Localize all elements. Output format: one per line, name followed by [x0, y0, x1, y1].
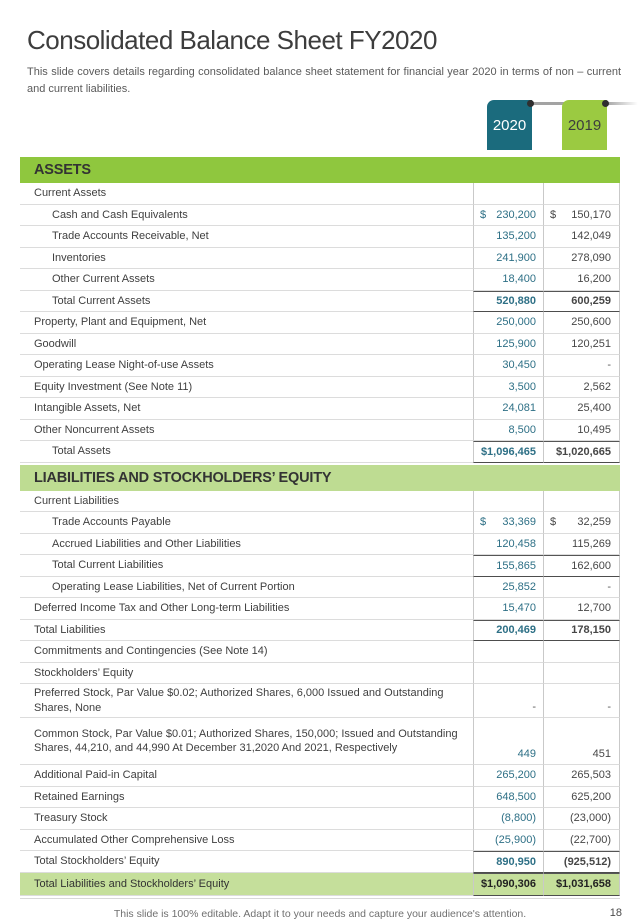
value-text: 230,200 [496, 208, 536, 221]
value-text: 890,950 [496, 855, 536, 868]
table-row [20, 398, 620, 420]
value-text: $1,090,306 [480, 878, 536, 891]
tab-pin-dot-icon [602, 100, 609, 107]
value-2019 [543, 641, 620, 663]
table-row [20, 248, 620, 270]
value-text: 12,700 [577, 602, 611, 615]
table-row [20, 577, 620, 599]
value-2020 [473, 291, 543, 313]
row-label: Equity Investment (See Note 11) [20, 377, 473, 399]
row-label: Total Current Liabilities [20, 555, 473, 577]
value-2020 [473, 355, 543, 377]
tab-connector-line-fade [606, 102, 638, 105]
row-label: Deferred Income Tax and Other Long-term Liabilities [20, 598, 473, 620]
value-text: 155,865 [496, 559, 536, 572]
table-row [20, 873, 620, 897]
value-text: 18,400 [502, 273, 536, 286]
value-text: 15,470 [502, 602, 536, 615]
value-2019 [543, 205, 620, 227]
value-2020 [473, 577, 543, 599]
page-title: Consolidated Balance Sheet FY2020 [27, 25, 437, 55]
value-2019 [543, 873, 620, 897]
table-row [20, 718, 620, 765]
value-text: 648,500 [496, 790, 536, 803]
value-text: (8,800) [501, 812, 536, 825]
value-text: 32,259 [577, 516, 611, 529]
row-label: Goodwill [20, 334, 473, 356]
table-row [20, 808, 620, 830]
value-text: (25,900) [495, 833, 536, 846]
value-2020 [473, 183, 543, 205]
value-text: (23,000) [570, 812, 611, 825]
value-2020 [473, 441, 543, 463]
table-row [20, 441, 620, 463]
value-2020 [473, 718, 543, 765]
table-row [20, 765, 620, 787]
liabilities-rows [20, 491, 620, 897]
row-label: Commitments and Contingencies (See Note 14) [20, 641, 473, 663]
row-label: Preferred Stock, Par Value $0.02; Authorized Shares, 6,000 Issued and Outstanding Shares, None [20, 684, 473, 718]
value-text: 33,369 [502, 516, 536, 529]
value-2019 [543, 534, 620, 556]
value-text: 142,049 [571, 230, 611, 243]
value-text: - [607, 580, 611, 593]
value-2020 [473, 512, 543, 534]
value-2019 [543, 718, 620, 765]
value-2019 [543, 512, 620, 534]
currency-symbol: $ [480, 208, 487, 221]
row-label: Intangible Assets, Net [20, 398, 473, 420]
value-2019 [543, 398, 620, 420]
table-row [20, 534, 620, 556]
table-bottom-divider [20, 898, 620, 899]
table-row [20, 312, 620, 334]
section-header-liabilities: LIABILITIES AND STOCKHOLDERS’ EQUITY [20, 465, 620, 491]
value-text: 3,500 [508, 380, 536, 393]
value-2020 [473, 420, 543, 442]
value-2019 [543, 555, 620, 577]
value-2019 [543, 577, 620, 599]
value-2019 [543, 620, 620, 642]
value-2020 [473, 851, 543, 873]
table-row [20, 205, 620, 227]
value-2020 [473, 226, 543, 248]
row-label: Total Assets [20, 441, 473, 463]
value-2019 [543, 491, 620, 513]
table-row [20, 787, 620, 809]
value-2019 [543, 663, 620, 685]
value-2019 [543, 377, 620, 399]
value-2019 [543, 355, 620, 377]
value-2019 [543, 684, 620, 718]
row-label: Treasury Stock [20, 808, 473, 830]
value-2019 [543, 787, 620, 809]
table-row [20, 420, 620, 442]
table-row [20, 355, 620, 377]
value-text: 241,900 [496, 251, 536, 264]
value-text: $1,031,658 [555, 878, 611, 891]
table-row [20, 291, 620, 313]
value-2019 [543, 765, 620, 787]
table-row [20, 512, 620, 534]
value-text: 16,200 [577, 273, 611, 286]
value-text: 278,090 [571, 251, 611, 264]
value-text: 25,852 [502, 580, 536, 593]
value-text: 25,400 [577, 402, 611, 415]
footer-note: This slide is 100% editable. Adapt it to your needs and capture your audience's attention. [113, 908, 527, 920]
table-row [20, 641, 620, 663]
value-2020 [473, 248, 543, 270]
table-row [20, 620, 620, 642]
value-text: 24,081 [502, 402, 536, 415]
value-text: 120,458 [496, 537, 536, 550]
value-text: (925,512) [563, 855, 611, 868]
row-label: Common Stock, Par Value $0.01; Authorized Shares, 150,000; Issued and Outstanding Shares, 44,210, and 44,990 At December 31,2020 And 2021, Respectively [20, 718, 473, 765]
value-2020 [473, 641, 543, 663]
value-2020 [473, 491, 543, 513]
value-text: 449 [517, 748, 536, 760]
table-row [20, 491, 620, 513]
value-text: 178,150 [571, 624, 611, 637]
table-row [20, 663, 620, 685]
value-2019 [543, 420, 620, 442]
value-text: 265,200 [496, 769, 536, 782]
row-label: Accrued Liabilities and Other Liabilities [20, 534, 473, 556]
row-label: Trade Accounts Payable [20, 512, 473, 534]
value-2020 [473, 808, 543, 830]
row-label: Cash and Cash Equivalents [20, 205, 473, 227]
value-text: 30,450 [502, 359, 536, 372]
currency-symbol: $ [550, 516, 557, 529]
value-2020 [473, 620, 543, 642]
row-label: Current Assets [20, 183, 473, 205]
slide-subtitle: This slide covers details regarding consolidated balance sheet statement for financial year 2020 in terms of non – current and current liabilities. [27, 66, 621, 96]
table-row [20, 377, 620, 399]
value-text: 115,269 [572, 537, 611, 550]
value-2020 [473, 377, 543, 399]
value-2020 [473, 787, 543, 809]
value-2019 [543, 808, 620, 830]
value-text: - [607, 359, 611, 372]
currency-symbol: $ [550, 208, 557, 221]
value-text: 600,259 [571, 295, 611, 308]
value-2019 [543, 598, 620, 620]
value-text: 200,469 [496, 624, 536, 637]
value-2020 [473, 663, 543, 685]
value-text: 2,562 [583, 380, 611, 393]
year-tab-2020-label: 2020 [492, 116, 527, 134]
table-row [20, 555, 620, 577]
year-tab-2019-label: 2019 [567, 116, 602, 134]
value-2019 [543, 291, 620, 313]
value-text: 451 [592, 748, 611, 760]
value-text: 10,495 [577, 423, 611, 436]
value-text: 125,900 [496, 337, 536, 350]
table-row [20, 598, 620, 620]
row-label: Other Current Assets [20, 269, 473, 291]
value-2020 [473, 205, 543, 227]
page-number: 18 [609, 907, 622, 919]
row-label: Operating Lease Liabilities, Net of Current Portion [20, 577, 473, 599]
value-text: $1,020,665 [555, 445, 611, 458]
row-label: Retained Earnings [20, 787, 473, 809]
table-row [20, 226, 620, 248]
currency-symbol: $ [480, 516, 487, 529]
year-tab-2020[interactable] [487, 100, 532, 150]
table-row [20, 269, 620, 291]
row-label: Current Liabilities [20, 491, 473, 513]
row-label: Accumulated Other Comprehensive Loss [20, 830, 473, 852]
value-text: - [607, 701, 611, 713]
table-row [20, 183, 620, 205]
value-2020 [473, 334, 543, 356]
value-2020 [473, 598, 543, 620]
row-label: Trade Accounts Receivable, Net [20, 226, 473, 248]
value-2019 [543, 226, 620, 248]
row-label: Total Liabilities [20, 620, 473, 642]
value-text: - [532, 701, 536, 713]
value-text: 162,600 [571, 559, 611, 572]
value-2019 [543, 312, 620, 334]
year-tab-2019[interactable] [562, 100, 607, 150]
value-2019 [543, 183, 620, 205]
row-label: Inventories [20, 248, 473, 270]
row-label: Other Noncurrent Assets [20, 420, 473, 442]
value-text: 625,200 [571, 790, 611, 803]
value-text: (22,700) [570, 833, 611, 846]
value-2020 [473, 534, 543, 556]
value-2020 [473, 873, 543, 897]
value-2020 [473, 398, 543, 420]
row-label: Total Stockholders’ Equity [20, 851, 473, 873]
table-row [20, 851, 620, 873]
row-label: Additional Paid-in Capital [20, 765, 473, 787]
tab-pin-dot-icon [527, 100, 534, 107]
value-text: 120,251 [571, 337, 611, 350]
value-text: 250,000 [496, 316, 536, 329]
value-2019 [543, 830, 620, 852]
table-row [20, 830, 620, 852]
value-text: 135,200 [496, 230, 536, 243]
row-label: Total Current Assets [20, 291, 473, 313]
table-row [20, 334, 620, 356]
section-header-assets: ASSETS [20, 157, 620, 183]
value-2020 [473, 684, 543, 718]
balance-sheet-table [20, 157, 620, 899]
value-text: 150,170 [571, 208, 611, 221]
assets-rows [20, 183, 620, 463]
value-text: 250,600 [571, 316, 611, 329]
tab-connector-line [531, 102, 566, 105]
row-label: Stockholders’ Equity [20, 663, 473, 685]
row-label: Operating Lease Night-of-use Assets [20, 355, 473, 377]
value-2019 [543, 334, 620, 356]
value-2020 [473, 269, 543, 291]
value-text: $1,096,465 [480, 445, 536, 458]
value-text: 265,503 [571, 769, 611, 782]
value-2019 [543, 269, 620, 291]
row-label: Property, Plant and Equipment, Net [20, 312, 473, 334]
value-2019 [543, 851, 620, 873]
value-text: 8,500 [508, 423, 536, 436]
value-2019 [543, 248, 620, 270]
value-2020 [473, 555, 543, 577]
value-2019 [543, 441, 620, 463]
table-row [20, 684, 620, 718]
value-2020 [473, 765, 543, 787]
value-2020 [473, 830, 543, 852]
row-label: Total Liabilities and Stockholders’ Equity [20, 873, 473, 897]
value-2020 [473, 312, 543, 334]
value-text: 520,880 [496, 295, 536, 308]
